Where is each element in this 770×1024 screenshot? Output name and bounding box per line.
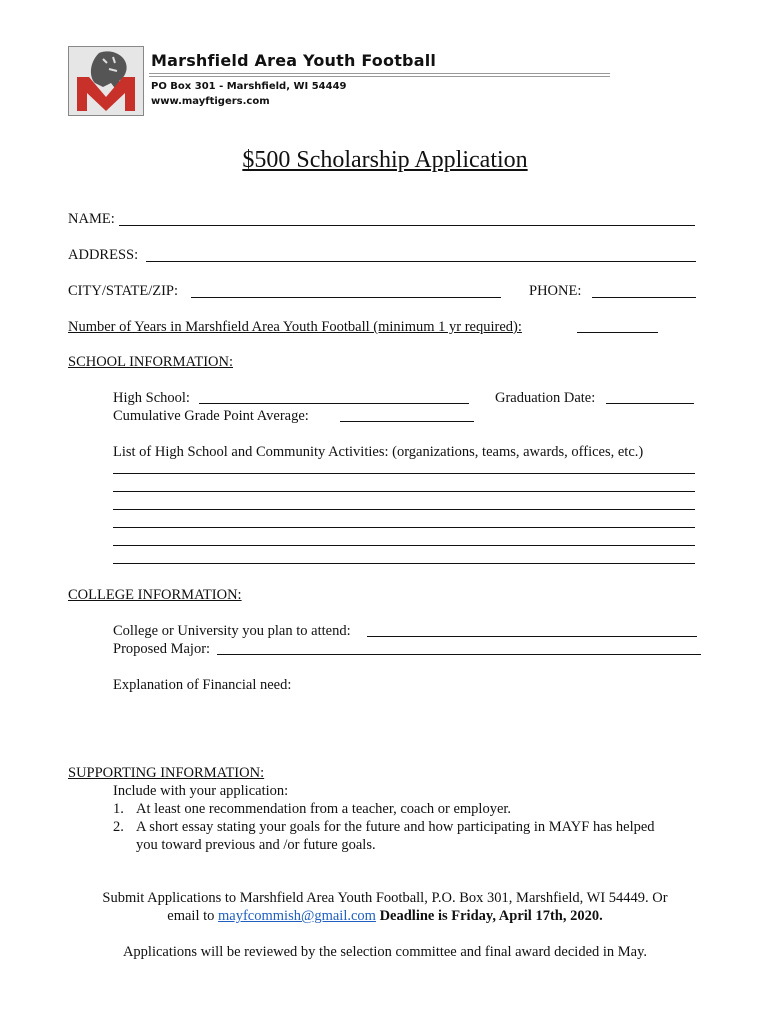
- organization-website[interactable]: www.mayftigers.com: [151, 96, 270, 107]
- financial-need-label: Explanation of Financial need:: [113, 677, 292, 693]
- list-item-continuation: you toward previous and /or future goals.: [136, 837, 376, 853]
- activities-label: List of High School and Community Activities: (organizations, teams, awards, offices, etc.): [113, 444, 644, 460]
- city-state-zip-field[interactable]: [191, 297, 501, 298]
- years-label: Number of Years in Marshfield Area Youth Football (minimum 1 yr required):: [68, 319, 522, 335]
- major-label: Proposed Major:: [113, 641, 211, 657]
- activities-line[interactable]: [113, 563, 695, 564]
- financial-need-field[interactable]: [113, 696, 697, 756]
- email-prefix: email to: [167, 908, 219, 924]
- graduation-date-label: Graduation Date:: [495, 390, 596, 406]
- tiger-m-logo-icon: [68, 46, 144, 116]
- organization-name: Marshfield Area Youth Football: [151, 51, 437, 70]
- high-school-field[interactable]: [199, 403, 469, 404]
- supporting-heading: SUPPORTING INFORMATION:: [68, 765, 265, 781]
- organization-address: PO Box 301 - Marshfield, WI 54449: [151, 81, 347, 92]
- header-divider: [149, 73, 610, 74]
- activities-line[interactable]: [113, 527, 695, 528]
- high-school-label: High School:: [113, 390, 190, 406]
- deadline-text: Deadline is Friday, April 17th, 2020.: [375, 908, 603, 924]
- list-item: At least one recommendation from a teacher, coach or employer.: [136, 801, 512, 817]
- activities-line[interactable]: [113, 545, 695, 546]
- graduation-date-field[interactable]: [606, 403, 694, 404]
- review-note: Applications will be reviewed by the selection committee and final award decided in May.: [122, 944, 648, 960]
- college-label: College or University you plan to attend:: [113, 623, 351, 639]
- list-item-number: 1.: [113, 801, 124, 817]
- city-state-zip-label: CITY/STATE/ZIP:: [68, 283, 179, 299]
- list-item: A short essay stating your goals for the future and how participating in MAYF has helped: [136, 819, 655, 835]
- activities-line[interactable]: [113, 473, 695, 474]
- college-heading: COLLEGE INFORMATION:: [68, 587, 242, 603]
- email-deadline-line: [0, 907, 770, 925]
- address-field[interactable]: [146, 261, 696, 262]
- major-field[interactable]: [217, 654, 701, 655]
- list-item-number: 2.: [113, 819, 124, 835]
- college-field[interactable]: [367, 636, 697, 637]
- phone-field[interactable]: [592, 297, 696, 298]
- phone-label: PHONE:: [529, 283, 582, 299]
- activities-line[interactable]: [113, 509, 695, 510]
- name-label: NAME:: [68, 211, 115, 227]
- address-label: ADDRESS:: [68, 247, 139, 263]
- activities-line[interactable]: [113, 491, 695, 492]
- page-title: $500 Scholarship Application: [242, 147, 528, 173]
- name-field[interactable]: [119, 225, 695, 226]
- gpa-label: Cumulative Grade Point Average:: [113, 408, 309, 424]
- supporting-intro: Include with your application:: [113, 783, 289, 799]
- years-field[interactable]: [577, 332, 658, 333]
- submit-instructions: Submit Applications to Marshfield Area Youth Football, P.O. Box 301, Marshfield, WI 54449. Or: [102, 890, 668, 906]
- gpa-field[interactable]: [340, 421, 474, 422]
- email-link[interactable]: mayfcommish@gmail.com: [218, 908, 376, 924]
- header-divider: [149, 76, 610, 77]
- school-heading: SCHOOL INFORMATION:: [68, 354, 234, 370]
